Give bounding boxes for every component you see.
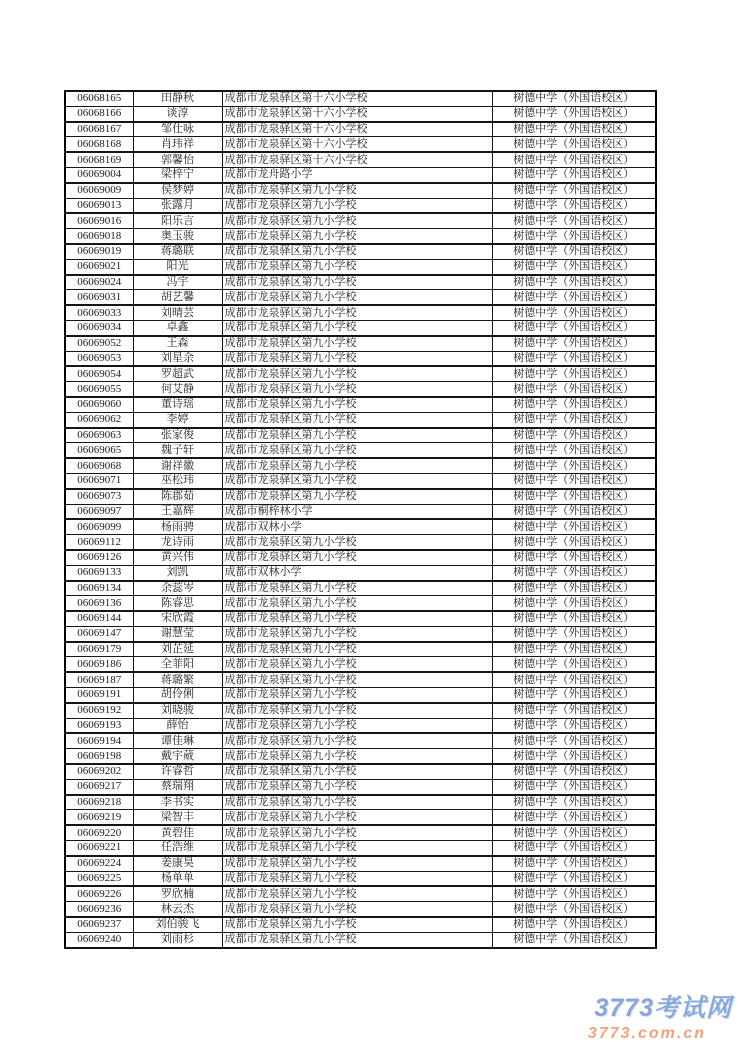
admitted-school-cell: 树德中学（外国语校区）: [492, 932, 656, 947]
watermark: [588, 988, 732, 1043]
student-id-cell: 06068168: [65, 137, 133, 152]
admitted-school-cell: 树德中学（外国语校区）: [492, 305, 656, 320]
student-id-cell: 06069073: [65, 489, 133, 504]
student-id-cell: 06069220: [65, 825, 133, 840]
student-id-cell: 06069221: [65, 841, 133, 856]
watermark-url: 3773.com.cn: [587, 1025, 706, 1042]
table-row: [65, 198, 656, 213]
table-row: [65, 841, 656, 856]
table-row: [65, 320, 656, 335]
admitted-school-cell: 树德中学（外国语校区）: [492, 397, 656, 412]
table-row: [65, 473, 656, 488]
admitted-school-cell: 树德中学（外国语校区）: [492, 886, 656, 901]
student-name-cell: 王嘉辉: [133, 504, 222, 519]
table-row: [65, 902, 656, 917]
admitted-school-cell: 树德中学（外国语校区）: [492, 122, 656, 137]
origin-school-cell: 成都市龙泉驿区第九小学校: [222, 642, 492, 657]
student-name-cell: 薛怡: [133, 718, 222, 733]
table-row: [65, 779, 656, 794]
origin-school-cell: 成都市龙泉驿区第九小学校: [222, 611, 492, 626]
table-row: [65, 428, 656, 443]
student-name-cell: 刘晴芸: [133, 305, 222, 320]
origin-school-cell: 成都市龙泉驿区第九小学校: [222, 764, 492, 779]
origin-school-cell: 成都市龙泉驿区第九小学校: [222, 473, 492, 488]
student-name-cell: 李婷: [133, 412, 222, 427]
student-id-cell: 06069219: [65, 810, 133, 825]
admitted-school-cell: 树德中学（外国语校区）: [492, 733, 656, 748]
admitted-school-cell: 树德中学（外国语校区）: [492, 198, 656, 213]
origin-school-cell: 成都市龙泉驿区第九小学校: [222, 932, 492, 947]
table-row: [65, 535, 656, 550]
table-row: [65, 106, 656, 121]
table-row: [65, 596, 656, 611]
origin-school-cell: 成都市龙泉驿区第九小学校: [222, 886, 492, 901]
student-id-cell: 06069147: [65, 626, 133, 641]
table-row: [65, 856, 656, 871]
admitted-school-cell: 树德中学（外国语校区）: [492, 779, 656, 794]
student-id-cell: 06069202: [65, 764, 133, 779]
student-name-cell: 胡艺馨: [133, 290, 222, 305]
table-row: [65, 703, 656, 718]
student-id-cell: 06069134: [65, 581, 133, 596]
student-name-cell: 蒋璐联: [133, 244, 222, 259]
student-id-cell: 06069237: [65, 917, 133, 932]
student-id-cell: 06069198: [65, 749, 133, 764]
student-name-cell: 宋欣霞: [133, 611, 222, 626]
admitted-school-cell: 树德中学（外国语校区）: [492, 351, 656, 366]
student-name-cell: 阳乐言: [133, 213, 222, 228]
origin-school-cell: 成都市龙泉驿区第九小学校: [222, 856, 492, 871]
admitted-school-cell: 树德中学（外国语校区）: [492, 581, 656, 596]
student-id-cell: 06069013: [65, 198, 133, 213]
table-row: [65, 412, 656, 427]
student-id-cell: 06068167: [65, 122, 133, 137]
origin-school-cell: 成都市龙泉驿区第九小学校: [222, 290, 492, 305]
student-id-cell: 06069053: [65, 351, 133, 366]
admitted-school-cell: 树德中学（外国语校区）: [492, 825, 656, 840]
table-row: [65, 871, 656, 886]
table-row: [65, 397, 656, 412]
admitted-school-cell: 树德中学（外国语校区）: [492, 917, 656, 932]
origin-school-cell: 成都市龙泉驿区第九小学校: [222, 275, 492, 290]
student-id-cell: 06069097: [65, 504, 133, 519]
origin-school-cell: 成都市龙泉驿区第九小学校: [222, 428, 492, 443]
student-name-cell: 刘伯骏飞: [133, 917, 222, 932]
student-id-cell: 06069063: [65, 428, 133, 443]
admitted-school-cell: 树德中学（外国语校区）: [492, 703, 656, 718]
origin-school-cell: 成都市龙泉驿区第十六小学校: [222, 122, 492, 137]
student-name-cell: 阳光: [133, 259, 222, 274]
admitted-school-cell: 树德中学（外国语校区）: [492, 565, 656, 580]
admitted-school-cell: 树德中学（外国语校区）: [492, 718, 656, 733]
table-row: [65, 382, 656, 397]
table-row: [65, 167, 656, 182]
student-id-cell: 06069179: [65, 642, 133, 657]
table-row: [65, 122, 656, 137]
student-name-cell: 林云杰: [133, 902, 222, 917]
admitted-school-cell: 树德中学（外国语校区）: [492, 856, 656, 871]
watermark-logo-text: 3773考试网: [594, 994, 732, 1022]
origin-school-cell: 成都市龙泉驿区第九小学校: [222, 672, 492, 687]
admitted-school-cell: 树德中学（外国语校区）: [492, 320, 656, 335]
table-row: [65, 336, 656, 351]
admitted-school-cell: 树德中学（外国语校区）: [492, 535, 656, 550]
admitted-school-cell: 树德中学（外国语校区）: [492, 213, 656, 228]
origin-school-cell: 成都市龙泉驿区第九小学校: [222, 626, 492, 641]
origin-school-cell: 成都市龙泉驿区第九小学校: [222, 458, 492, 473]
student-name-cell: 罗超武: [133, 366, 222, 381]
origin-school-cell: 成都市龙泉驿区第九小学校: [222, 917, 492, 932]
student-name-cell: 郭馨怡: [133, 152, 222, 167]
student-name-cell: 黄兴伟: [133, 550, 222, 565]
origin-school-cell: 成都市龙泉驿区第九小学校: [222, 902, 492, 917]
student-id-cell: 06069133: [65, 565, 133, 580]
student-name-cell: 肖玮祥: [133, 137, 222, 152]
admitted-school-cell: 树德中学（外国语校区）: [492, 489, 656, 504]
admitted-school-cell: 树德中学（外国语校区）: [492, 152, 656, 167]
admitted-school-cell: 树德中学（外国语校区）: [492, 657, 656, 672]
table-row: [65, 489, 656, 504]
admitted-school-cell: 树德中学（外国语校区）: [492, 428, 656, 443]
table-row: [65, 886, 656, 901]
table-row: [65, 550, 656, 565]
admitted-school-cell: 树德中学（外国语校区）: [492, 519, 656, 534]
student-name-cell: 邹仕咏: [133, 122, 222, 137]
origin-school-cell: 成都市龙泉驿区第九小学校: [222, 244, 492, 259]
student-name-cell: 龙诗雨: [133, 535, 222, 550]
student-id-cell: 06069024: [65, 275, 133, 290]
student-name-cell: 胡伶俐: [133, 688, 222, 703]
admitted-school-cell: 树德中学（外国语校区）: [492, 902, 656, 917]
student-id-cell: 06069236: [65, 902, 133, 917]
admitted-school-cell: 树德中学（外国语校区）: [492, 183, 656, 198]
student-id-cell: 06069226: [65, 886, 133, 901]
student-id-cell: 06069009: [65, 183, 133, 198]
origin-school-cell: 成都市龙泉驿区第九小学校: [222, 320, 492, 335]
student-name-cell: 谢慧莹: [133, 626, 222, 641]
student-id-cell: 06069031: [65, 290, 133, 305]
admitted-school-cell: 树德中学（外国语校区）: [492, 810, 656, 825]
admitted-school-cell: 树德中学（外国语校区）: [492, 443, 656, 458]
origin-school-cell: 成都市龙泉驿区第九小学校: [222, 749, 492, 764]
table-row: [65, 611, 656, 626]
origin-school-cell: 成都市龙泉驿区第九小学校: [222, 733, 492, 748]
table-row: [65, 657, 656, 672]
student-name-cell: 梁梓宁: [133, 167, 222, 182]
origin-school-cell: 成都市龙泉驿区第九小学校: [222, 871, 492, 886]
student-id-cell: 06069018: [65, 229, 133, 244]
admitted-school-cell: 树德中学（外国语校区）: [492, 642, 656, 657]
student-name-cell: 杨单单: [133, 871, 222, 886]
table-row: [65, 825, 656, 840]
student-name-cell: 罗欣楠: [133, 886, 222, 901]
student-name-cell: 谈淳: [133, 106, 222, 121]
admitted-school-cell: 树德中学（外国语校区）: [492, 229, 656, 244]
admitted-school-cell: 树德中学（外国语校区）: [492, 244, 656, 259]
origin-school-cell: 成都市龙泉驿区第十六小学校: [222, 106, 492, 121]
table-row: [65, 213, 656, 228]
origin-school-cell: 成都市龙泉驿区第九小学校: [222, 550, 492, 565]
origin-school-cell: 成都市龙泉驿区第九小学校: [222, 718, 492, 733]
origin-school-cell: 成都市龙泉驿区第九小学校: [222, 810, 492, 825]
student-name-cell: 全菲阳: [133, 657, 222, 672]
table-row: [65, 458, 656, 473]
student-name-cell: 姜康昊: [133, 856, 222, 871]
student-roster-table: [64, 90, 657, 949]
origin-school-cell: 成都市龙泉驿区第九小学校: [222, 688, 492, 703]
student-id-cell: 06069144: [65, 611, 133, 626]
origin-school-cell: 成都市龙泉驿区第九小学校: [222, 535, 492, 550]
student-name-cell: 王森: [133, 336, 222, 351]
student-name-cell: 谢祥徽: [133, 458, 222, 473]
student-name-cell: 张露月: [133, 198, 222, 213]
table-row: [65, 366, 656, 381]
admitted-school-cell: 树德中学（外国语校区）: [492, 275, 656, 290]
table-row: [65, 810, 656, 825]
student-name-cell: 侯梦婷: [133, 183, 222, 198]
admitted-school-cell: 树德中学（外国语校区）: [492, 764, 656, 779]
student-name-cell: 许睿哲: [133, 764, 222, 779]
origin-school-cell: 成都市桐梓林小学: [222, 504, 492, 519]
student-id-cell: 06069224: [65, 856, 133, 871]
table-row: [65, 672, 656, 687]
student-name-cell: 巫松玮: [133, 473, 222, 488]
student-id-cell: 06068165: [65, 91, 133, 106]
admitted-school-cell: 树德中学（外国语校区）: [492, 137, 656, 152]
admitted-school-cell: 树德中学（外国语校区）: [492, 795, 656, 810]
student-name-cell: 冯宇: [133, 275, 222, 290]
student-name-cell: 戴宇葳: [133, 749, 222, 764]
origin-school-cell: 成都市龙泉驿区第十六小学校: [222, 152, 492, 167]
admitted-school-cell: 树德中学（外国语校区）: [492, 672, 656, 687]
table-row: [65, 917, 656, 932]
student-name-cell: 田静秋: [133, 91, 222, 106]
student-id-cell: 06069126: [65, 550, 133, 565]
origin-school-cell: 成都市龙泉驿区第九小学校: [222, 825, 492, 840]
student-name-cell: 奥玉骏: [133, 229, 222, 244]
student-id-cell: 06069187: [65, 672, 133, 687]
table-row: [65, 932, 656, 947]
table-row: [65, 137, 656, 152]
origin-school-cell: 成都市龙泉驿区第九小学校: [222, 657, 492, 672]
table-row: [65, 504, 656, 519]
student-id-cell: 06068166: [65, 106, 133, 121]
table-row: [65, 152, 656, 167]
table-row: [65, 581, 656, 596]
table-row: [65, 351, 656, 366]
admitted-school-cell: 树德中学（外国语校区）: [492, 91, 656, 106]
origin-school-cell: 成都市龙泉驿区第九小学校: [222, 259, 492, 274]
student-id-cell: 06069071: [65, 473, 133, 488]
table-row: [65, 749, 656, 764]
origin-school-cell: 成都市龙舟路小学: [222, 167, 492, 182]
admitted-school-cell: 树德中学（外国语校区）: [492, 290, 656, 305]
student-id-cell: 06069065: [65, 443, 133, 458]
student-name-cell: 刘雨杉: [133, 932, 222, 947]
student-id-cell: 06069019: [65, 244, 133, 259]
admitted-school-cell: 树德中学（外国语校区）: [492, 841, 656, 856]
table-row: [65, 626, 656, 641]
origin-school-cell: 成都市龙泉驿区第九小学校: [222, 366, 492, 381]
student-name-cell: 梁智丰: [133, 810, 222, 825]
student-id-cell: 06069240: [65, 932, 133, 947]
table-row: [65, 642, 656, 657]
table-row: [65, 229, 656, 244]
table-row: [65, 275, 656, 290]
admitted-school-cell: 树德中学（外国语校区）: [492, 504, 656, 519]
admitted-school-cell: 树德中学（外国语校区）: [492, 382, 656, 397]
student-name-cell: 何艾静: [133, 382, 222, 397]
student-id-cell: 06069016: [65, 213, 133, 228]
student-name-cell: 刘凯: [133, 565, 222, 580]
student-name-cell: 任浩维: [133, 841, 222, 856]
student-name-cell: 刘晓骏: [133, 703, 222, 718]
student-id-cell: 06069217: [65, 779, 133, 794]
origin-school-cell: 成都市双林小学: [222, 565, 492, 580]
admitted-school-cell: 树德中学（外国语校区）: [492, 106, 656, 121]
student-id-cell: 06069136: [65, 596, 133, 611]
table-row: [65, 259, 656, 274]
admitted-school-cell: 树德中学（外国语校区）: [492, 412, 656, 427]
student-id-cell: 06069033: [65, 305, 133, 320]
origin-school-cell: 成都市龙泉驿区第九小学校: [222, 841, 492, 856]
student-name-cell: 张家俊: [133, 428, 222, 443]
student-name-cell: 陈睿思: [133, 596, 222, 611]
student-name-cell: 李书实: [133, 795, 222, 810]
table-row: [65, 733, 656, 748]
origin-school-cell: 成都市龙泉驿区第九小学校: [222, 198, 492, 213]
origin-school-cell: 成都市龙泉驿区第九小学校: [222, 382, 492, 397]
admitted-school-cell: 树德中学（外国语校区）: [492, 473, 656, 488]
table-row: [65, 565, 656, 580]
student-id-cell: 06069112: [65, 535, 133, 550]
student-id-cell: 06069034: [65, 320, 133, 335]
origin-school-cell: 成都市双林小学: [222, 519, 492, 534]
table-row: [65, 290, 656, 305]
student-id-cell: 06069193: [65, 718, 133, 733]
origin-school-cell: 成都市龙泉驿区第十六小学校: [222, 91, 492, 106]
student-name-cell: 蒋璐繁: [133, 672, 222, 687]
student-name-cell: 刘芷延: [133, 642, 222, 657]
admitted-school-cell: 树德中学（外国语校区）: [492, 749, 656, 764]
origin-school-cell: 成都市龙泉驿区第九小学校: [222, 213, 492, 228]
origin-school-cell: 成都市龙泉驿区第九小学校: [222, 305, 492, 320]
student-id-cell: 06069194: [65, 733, 133, 748]
student-id-cell: 06069186: [65, 657, 133, 672]
student-id-cell: 06068169: [65, 152, 133, 167]
admitted-school-cell: 树德中学（外国语校区）: [492, 611, 656, 626]
admitted-school-cell: 树德中学（外国语校区）: [492, 626, 656, 641]
admitted-school-cell: 树德中学（外国语校区）: [492, 259, 656, 274]
origin-school-cell: 成都市龙泉驿区第九小学校: [222, 229, 492, 244]
student-id-cell: 06069021: [65, 259, 133, 274]
admitted-school-cell: 树德中学（外国语校区）: [492, 366, 656, 381]
student-id-cell: 06069054: [65, 366, 133, 381]
table-row: [65, 764, 656, 779]
origin-school-cell: 成都市龙泉驿区第九小学校: [222, 703, 492, 718]
origin-school-cell: 成都市龙泉驿区第十六小学校: [222, 137, 492, 152]
origin-school-cell: 成都市龙泉驿区第九小学校: [222, 581, 492, 596]
student-name-cell: 谭佳琳: [133, 733, 222, 748]
origin-school-cell: 成都市龙泉驿区第九小学校: [222, 596, 492, 611]
student-id-cell: 06069004: [65, 167, 133, 182]
admitted-school-cell: 树德中学（外国语校区）: [492, 458, 656, 473]
student-name-cell: 蔡瑞翔: [133, 779, 222, 794]
table-row: [65, 244, 656, 259]
student-name-cell: 董诗瑶: [133, 397, 222, 412]
student-id-cell: 06069060: [65, 397, 133, 412]
admitted-school-cell: 树德中学（外国语校区）: [492, 336, 656, 351]
student-name-cell: 余蕊岑: [133, 581, 222, 596]
student-name-cell: 卓鑫: [133, 320, 222, 335]
origin-school-cell: 成都市龙泉驿区第九小学校: [222, 489, 492, 504]
origin-school-cell: 成都市龙泉驿区第九小学校: [222, 351, 492, 366]
table-row: [65, 91, 656, 106]
student-name-cell: 陈郡茹: [133, 489, 222, 504]
table-row: [65, 183, 656, 198]
admitted-school-cell: 树德中学（外国语校区）: [492, 871, 656, 886]
student-name-cell: 黄碧佳: [133, 825, 222, 840]
student-name-cell: 刘星余: [133, 351, 222, 366]
admitted-school-cell: 树德中学（外国语校区）: [492, 167, 656, 182]
student-id-cell: 06069192: [65, 703, 133, 718]
table-row: [65, 443, 656, 458]
table-row: [65, 519, 656, 534]
student-id-cell: 06069099: [65, 519, 133, 534]
origin-school-cell: 成都市龙泉驿区第九小学校: [222, 443, 492, 458]
origin-school-cell: 成都市龙泉驿区第九小学校: [222, 412, 492, 427]
student-id-cell: 06069218: [65, 795, 133, 810]
table-row: [65, 688, 656, 703]
student-id-cell: 06069191: [65, 688, 133, 703]
student-id-cell: 06069055: [65, 382, 133, 397]
student-roster-body: [65, 91, 656, 948]
admitted-school-cell: 树德中学（外国语校区）: [492, 550, 656, 565]
origin-school-cell: 成都市龙泉驿区第九小学校: [222, 336, 492, 351]
table-row: [65, 718, 656, 733]
origin-school-cell: 成都市龙泉驿区第九小学校: [222, 183, 492, 198]
student-name-cell: 杨雨骋: [133, 519, 222, 534]
table-row: [65, 795, 656, 810]
student-name-cell: 魏子轩: [133, 443, 222, 458]
origin-school-cell: 成都市龙泉驿区第九小学校: [222, 779, 492, 794]
admitted-school-cell: 树德中学（外国语校区）: [492, 688, 656, 703]
student-id-cell: 06069062: [65, 412, 133, 427]
origin-school-cell: 成都市龙泉驿区第九小学校: [222, 795, 492, 810]
origin-school-cell: 成都市龙泉驿区第九小学校: [222, 397, 492, 412]
table-row: [65, 305, 656, 320]
student-id-cell: 06069225: [65, 871, 133, 886]
student-id-cell: 06069052: [65, 336, 133, 351]
admitted-school-cell: 树德中学（外国语校区）: [492, 596, 656, 611]
student-id-cell: 06069068: [65, 458, 133, 473]
